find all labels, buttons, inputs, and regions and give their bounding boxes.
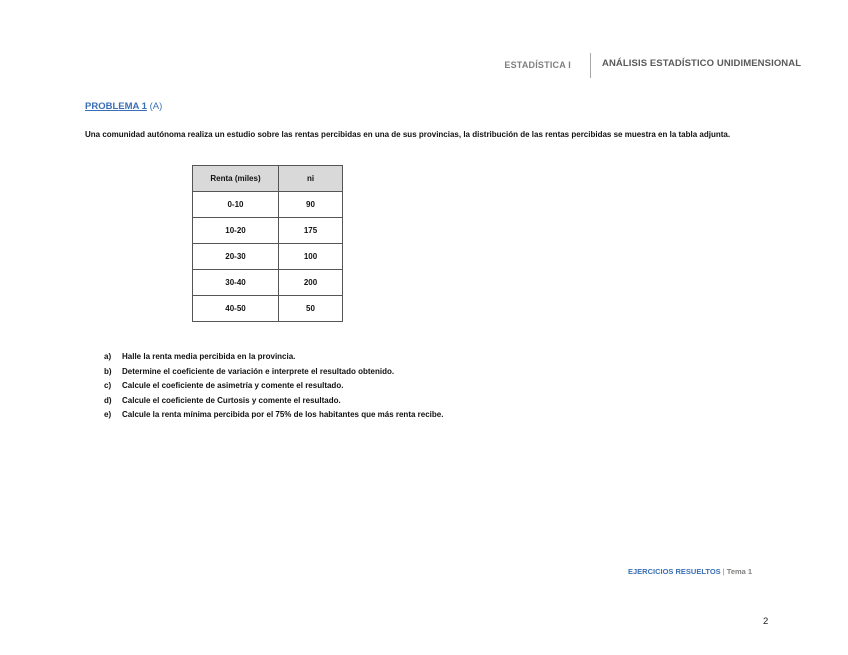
question-label: a): [104, 352, 112, 361]
question-text: Calcule la renta mínima percibida por el 75% de los habitantes que más renta recibe.: [122, 410, 444, 419]
table-header-row: [193, 166, 343, 192]
table-cell-frequency: 175: [279, 218, 343, 244]
table-cell-interval: 30-40: [193, 270, 279, 296]
table-row: [193, 296, 343, 322]
table-row: [193, 192, 343, 218]
list-item: [104, 350, 443, 365]
question-label: d): [104, 395, 112, 405]
column-header-ni: ni: [279, 166, 343, 192]
list-item: [104, 379, 443, 394]
question-list: [104, 350, 443, 423]
footer-separator: |: [720, 567, 727, 576]
problem-title: [85, 101, 162, 112]
header-divider: [590, 53, 591, 78]
table-cell-interval: 20-30: [193, 244, 279, 270]
question-text: Determine el coeficiente de variación e interprete el resultado obtenido.: [122, 366, 395, 376]
footer: [628, 567, 752, 576]
header-subject: ESTADÍSTICA I: [504, 60, 571, 70]
column-header-renta: Renta (miles): [193, 166, 279, 192]
footer-tema: Tema 1: [726, 567, 753, 576]
table-cell-frequency: 50: [279, 296, 343, 322]
list-item: [104, 408, 443, 423]
problem-intro: Una comunidad autónoma realiza un estudio sobre las rentas percibidas en una de sus provincias, la distribución de las rentas percibidas se muestra en la tabla adjunta.: [85, 130, 731, 139]
header-chapter: ANÁLISIS ESTADÍSTICO UNIDIMENSIONAL: [602, 58, 802, 69]
problem-title-label: PROBLEMA 1: [85, 101, 147, 112]
question-label: b): [104, 366, 112, 376]
table-cell-interval: 0-10: [193, 192, 279, 218]
question-label: c): [104, 381, 112, 390]
question-text: Calcule el coeficiente de asimetría y comente el resultado.: [122, 381, 344, 390]
list-item: [104, 365, 443, 380]
income-table: [192, 165, 343, 322]
table-cell-interval: 10-20: [193, 218, 279, 244]
table-cell-frequency: 90: [279, 192, 343, 218]
question-text: Calcule el coeficiente de Curtosis y comente el resultado.: [122, 395, 341, 405]
question-text: Halle la renta media percibida en la provincia.: [122, 352, 296, 361]
question-label: e): [104, 410, 112, 419]
table-cell-frequency: 200: [279, 270, 343, 296]
footer-series: EJERCICIOS RESUELTOS: [628, 567, 721, 576]
table-row: [193, 218, 343, 244]
table-cell-frequency: 100: [279, 244, 343, 270]
table-cell-interval: 40-50: [193, 296, 279, 322]
table-row: [193, 270, 343, 296]
list-item: [104, 394, 443, 409]
table-row: [193, 244, 343, 270]
page-number: 2: [763, 616, 769, 627]
problem-title-suffix: (A): [146, 101, 163, 112]
